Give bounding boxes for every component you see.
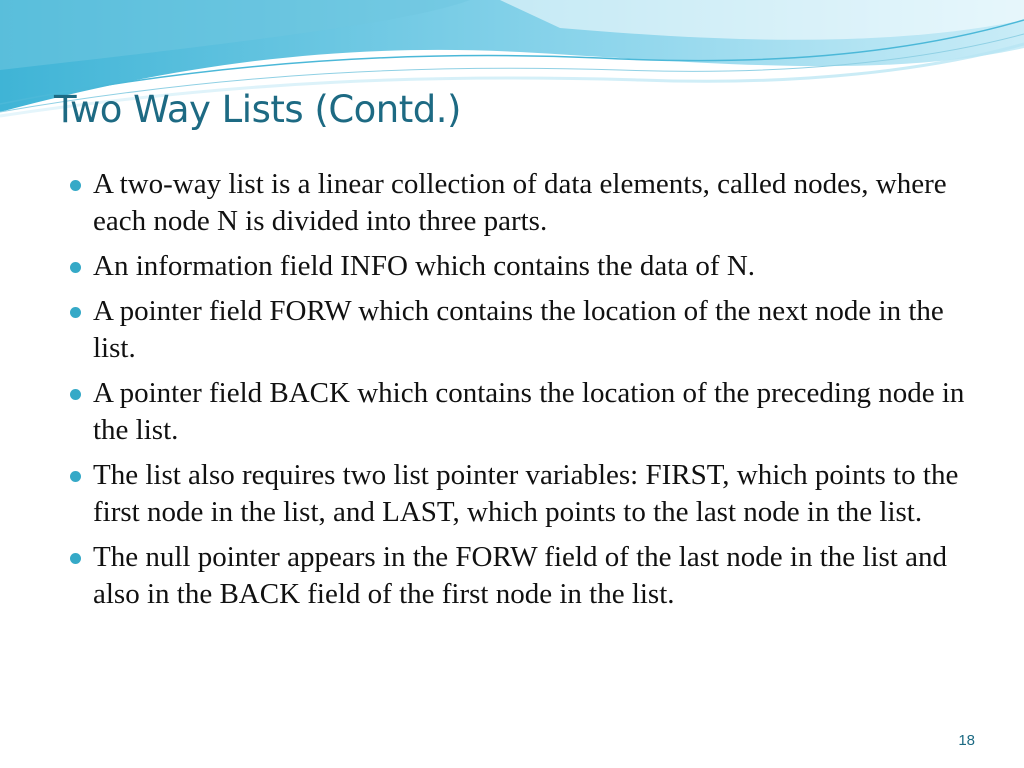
bullet-icon bbox=[70, 471, 81, 482]
bullet-text: A pointer field FORW which contains the location of the next node in the list. bbox=[93, 295, 944, 364]
list-item bbox=[70, 457, 970, 531]
bullet-list bbox=[70, 166, 970, 621]
slide-title: Two Way Lists (Contd.) bbox=[54, 88, 461, 131]
bullet-text: The list also requires two list pointer variables: FIRST, which points to the first node in the list, and LAST, which points to the last node in the list. bbox=[93, 459, 959, 528]
bullet-text: A pointer field BACK which contains the location of the preceding node in the list. bbox=[93, 377, 965, 446]
bullet-icon bbox=[70, 389, 81, 400]
list-item bbox=[70, 375, 970, 449]
bullet-text: A two-way list is a linear collection of data elements, called nodes, where each node N is divided into three parts. bbox=[93, 168, 947, 237]
list-item bbox=[70, 293, 970, 367]
list-item bbox=[70, 539, 970, 613]
list-item bbox=[70, 248, 970, 285]
bullet-icon bbox=[70, 262, 81, 273]
bullet-icon bbox=[70, 553, 81, 564]
list-item bbox=[70, 166, 970, 240]
bullet-icon bbox=[70, 180, 81, 191]
bullet-text: The null pointer appears in the FORW field of the last node in the list and also in the BACK field of the first node in the list. bbox=[93, 541, 947, 610]
bullet-text: An information field INFO which contains the data of N. bbox=[93, 250, 756, 282]
page-number: 18 bbox=[958, 732, 975, 749]
bullet-icon bbox=[70, 307, 81, 318]
